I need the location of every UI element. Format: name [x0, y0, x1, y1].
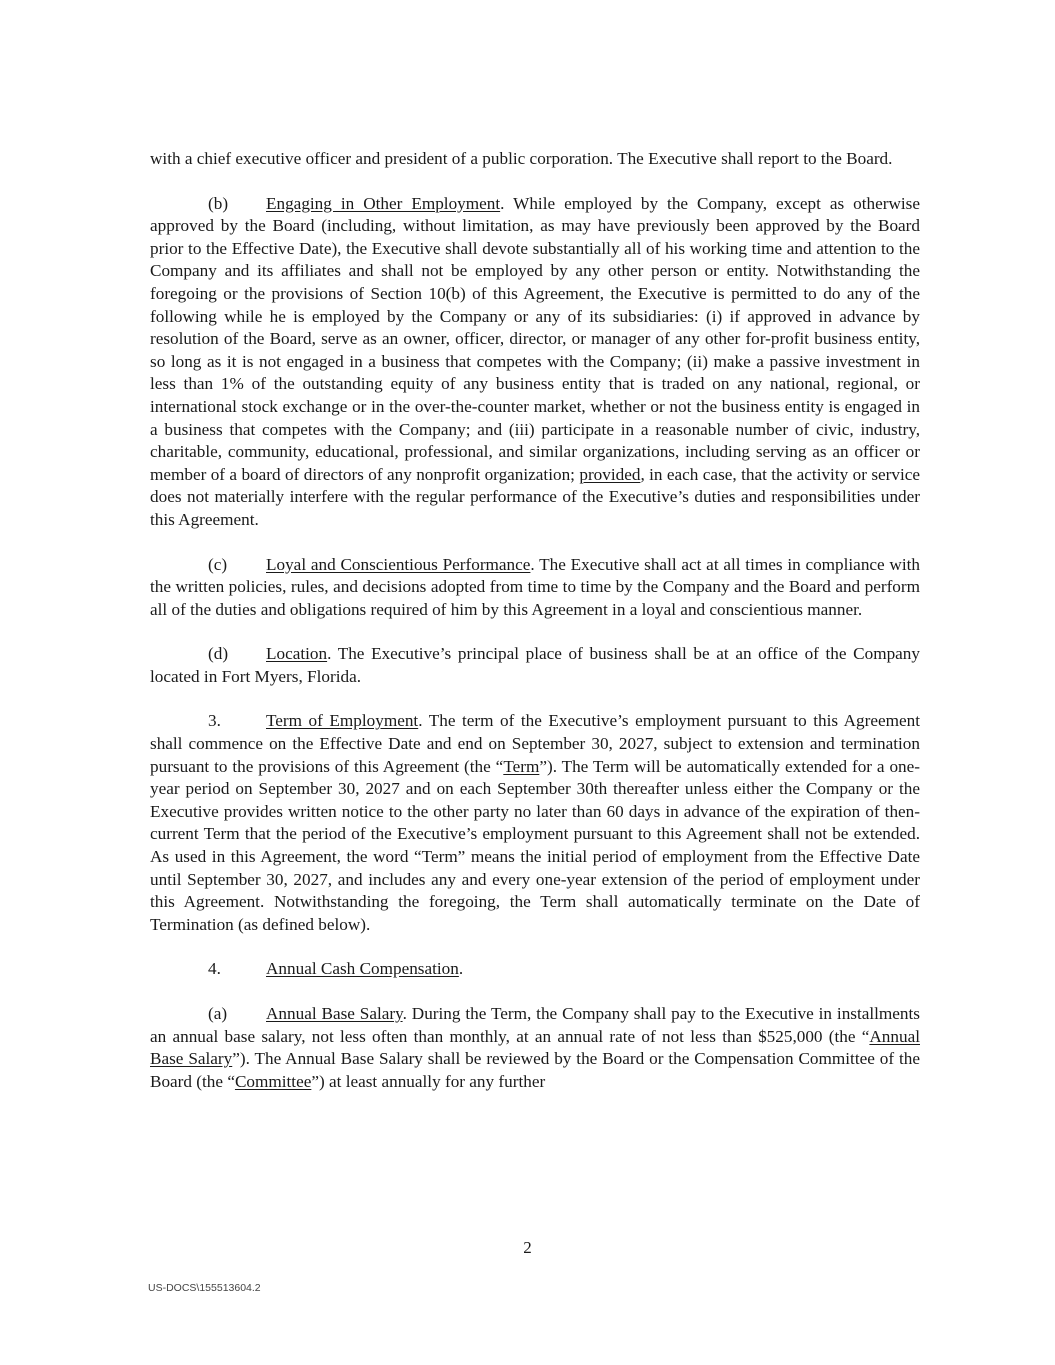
- section-4a-heading: Annual Base Salary: [266, 1004, 403, 1023]
- section-4a-label: (a): [208, 1004, 228, 1023]
- section-b-text-1: . While employed by the Company, except as otherwise approved by the Board (including, without limitation, as may have previously been approved by the Board prior to the Effective Date), the Executive shall devote substantially all of his working time and attention to the Company and its affiliates and shall not be employed by any other person or entity. Notwithstanding the foregoing or the provisions of Section 10(b) of this Agreement, the Executive is permitted to do any of the following while he is employed by the Company or any of its subsidiaries: (i) if approved in advance by resolution of the Board, serve as an owner, officer, director, or manager of any other for-profit business entity, so long as it is not engaged in a business that competes with the Company; (ii) make a passive investment in less than 1% of the outstanding equity of any business entity that is traded on any national, regional, or international stock exchange or in the over-the-counter market, whether or not the business entity is engaged in a business that competes with the Company; and (iii) participate in a reasonable number of civic, industry, charitable, community, educational, professional, and similar organizations, including serving as an officer or member of a board of directors of any nonprofit organization;: [150, 193, 920, 484]
- section-4a-text-1: . During the Term, the Company shall pay to the Executive in installments an annual base salary, not less often than monthly, at an annual rate of not less than $525,000 (the “: [150, 1004, 920, 1046]
- section-3-heading: Term of Employment: [266, 711, 419, 731]
- section-b-heading: Engaging in Other Employment: [266, 193, 501, 213]
- document-body: [150, 148, 920, 1115]
- committee-definition: Committee: [234, 1071, 312, 1091]
- section-3-text-2: ”). The Term will be automatically extended for a one-year period on September 30, 2027 and on each September 30th thereafter unless either the Company or the Executive provides written notice to the other party no later than 60 days in advance of the expiration of then-current Term that the period of the Executive’s employment pursuant to this Agreement shall not be extended. As used in this Agreement, the word “Term” means the initial period of employment from the Effective Date until September 30, 2027, and includes any and every one-year extension of the period of employment under this Agreement. Notwithstanding the foregoing, the Term shall automatically terminate on the Date of Termination (as defined below).: [150, 756, 920, 934]
- section-4-period: .: [458, 959, 464, 979]
- section-3-text-1: . The term of the Executive’s employment pursuant to this Agreement shall commence on the Effective Date and end on September 30, 2027, subject to extension and termination pursuant to the provisions of this Agreement (the “: [150, 711, 920, 776]
- term-definition: Term: [503, 756, 540, 776]
- section-4-label: 4.: [208, 959, 221, 979]
- section-b-label: (b): [208, 193, 229, 213]
- section-4-heading-line: [150, 958, 920, 981]
- section-d-text: . The Executive’s principal place of business shall be at an office of the Company located in Fort Myers, Florida.: [150, 644, 920, 686]
- section-4-heading: Annual Cash Compensation: [266, 959, 459, 979]
- section-d-label: (d): [208, 644, 229, 664]
- section-3-paragraph: [150, 710, 920, 936]
- section-d-heading: Location: [266, 644, 328, 664]
- section-3-label: 3.: [208, 711, 221, 731]
- section-c-text: . The Executive shall act at all times in compliance with the written policies, rules, and decisions adopted from time to time by the Company and the Board and perform all of the duties and obligations required of him by this Agreement in a loyal and conscientious manner.: [150, 554, 920, 619]
- section-4a-paragraph: [150, 1003, 920, 1093]
- section-4a-text-2: ”). The Annual Base Salary shall be reviewed by the Board or the Compensation Committee of the Board (the “: [150, 1049, 920, 1091]
- annual-base-salary-definition: Annual Base Salary: [150, 1026, 920, 1069]
- section-b-text-2: , in each case, that the activity or service does not materially interfere with the regular performance of the Executive’s duties and responsibilities under this Agreement.: [150, 464, 920, 529]
- section-d-paragraph: [150, 643, 920, 688]
- opening-paragraph: [150, 148, 920, 171]
- opening-text: with a chief executive officer and president of a public corporation. The Executive shall report to the Board.: [150, 149, 893, 168]
- document-id: US-DOCS\155513604.2: [148, 1282, 261, 1294]
- provided-term: provided: [579, 464, 641, 484]
- section-b-paragraph: [150, 193, 920, 532]
- section-4a-text-3: ”) at least annually for any further: [311, 1071, 546, 1091]
- section-c-heading: Loyal and Conscientious Performance: [266, 554, 531, 574]
- section-c-paragraph: [150, 554, 920, 622]
- section-c-label: (c): [208, 554, 228, 574]
- page-number: 2: [523, 1238, 532, 1257]
